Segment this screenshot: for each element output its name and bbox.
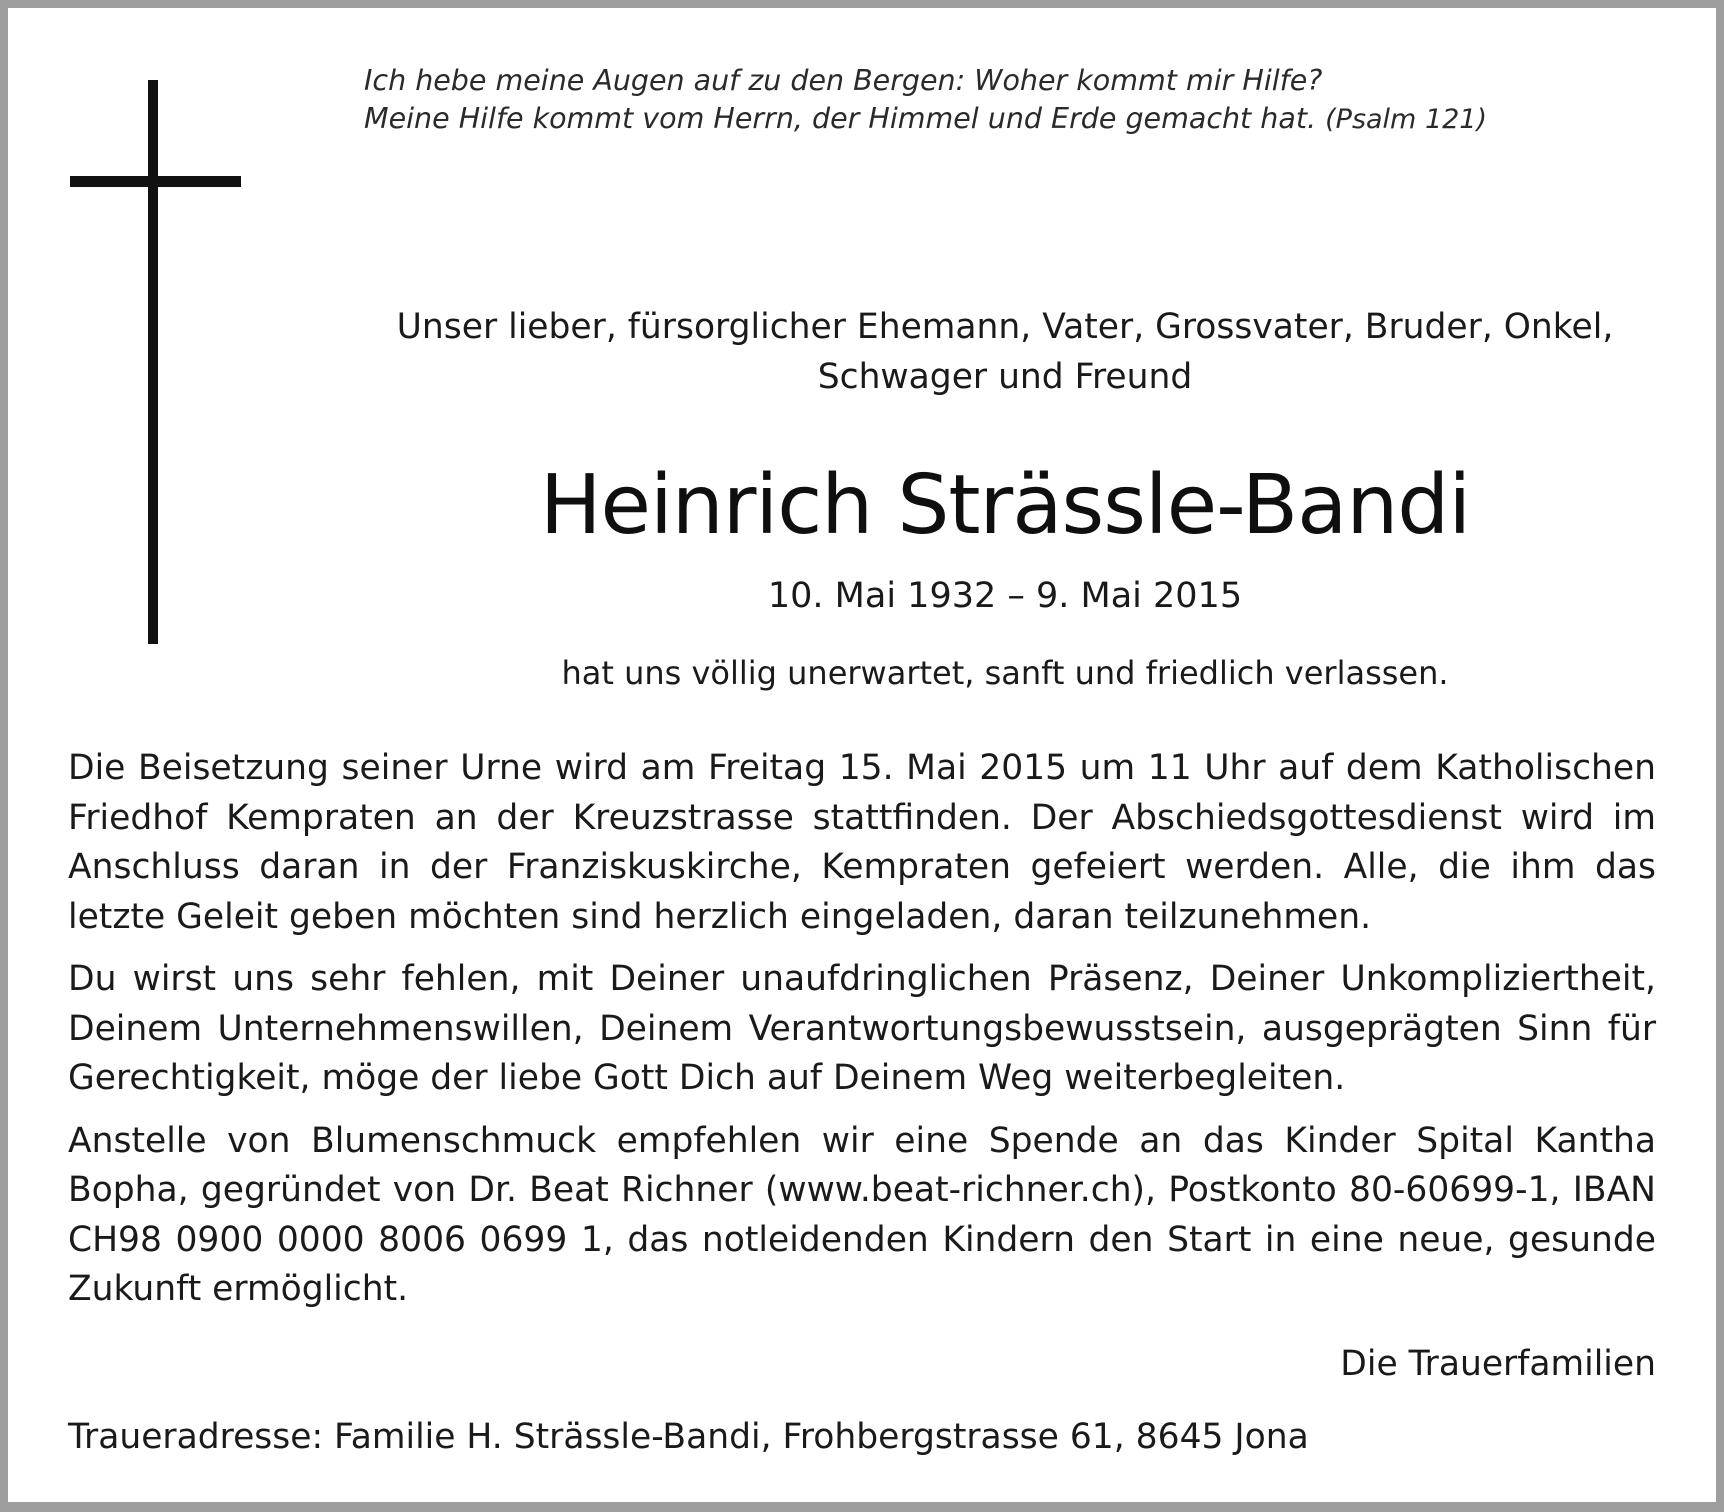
announcement-body	[68, 744, 1656, 1315]
psalm-line-2-text: Meine Hilfe kommt vom Herrn, der Himmel und Erde gemacht hat.	[364, 102, 1317, 135]
intro-text	[360, 302, 1650, 402]
intro-line-2: Schwager und Freund	[817, 357, 1193, 397]
psalm-quote	[364, 62, 1664, 139]
cross-horizontal-bar	[70, 176, 241, 187]
deceased-name: Heinrich Strässle-Bandi	[539, 458, 1471, 553]
psalm-line-2	[364, 100, 1664, 139]
intro-line-1: Unser lieber, fürsorglicher Ehemann, Vater, Grossvater, Bruder, Onkel,	[396, 307, 1614, 347]
farewell-paragraph: Du wirst uns sehr fehlen, mit Deiner unaufdringlichen Präsenz, Deiner Unkompliziertheit, Deinem Unternehmenswillen, Deinem Verantwortungsbewusstsein, ausgeprägten Sinn für Gerechtigkeit, möge der liebe Gott Dich auf Deinem Weg weiterbegleiten.	[68, 959, 1656, 1098]
departed-text: hat uns völlig unerwartet, sanft und friedlich verlassen.	[561, 654, 1449, 692]
cross-vertical-bar	[148, 80, 158, 644]
funeral-details-paragraph: Die Beisetzung seiner Urne wird am Freitag 15. Mai 2015 um 11 Uhr auf dem Katholischen Friedhof Kempraten an der Kreuzstrasse stattfinden. Der Abschiedsgottesdienst wird im Anschluss daran in der Franziskuskirche, Kempraten gefeiert werden. Alle, die ihm das letzte Geleit geben möchten sind herzlich eingeladen, daran teilzunehmen.	[68, 748, 1656, 937]
psalm-line-1: Ich hebe meine Augen auf zu den Bergen: Woher kommt mir Hilfe?	[364, 64, 1323, 97]
psalm-reference: (Psalm 121)	[1325, 104, 1488, 135]
life-dates: 10. Mai 1932 – 9. Mai 2015	[767, 576, 1243, 616]
signature: Die Trauerfamilien	[1340, 1344, 1656, 1384]
donation-paragraph: Anstelle von Blumenschmuck empfehlen wir eine Spende an das Kinder Spital Kantha Bopha, gegründet von Dr. Beat Richner (www.beat-richner.ch), Postkonto 80-60699-1, IBAN CH98 0900 0000 8006 0699 1, das notleidenden Kindern den Start in eine neue, gesunde Zukunft ermöglicht.	[68, 1120, 1656, 1309]
mourning-address: Traueradresse: Familie H. Strässle-Bandi, Frohbergstrasse 61, 8645 Jona	[68, 1417, 1309, 1457]
